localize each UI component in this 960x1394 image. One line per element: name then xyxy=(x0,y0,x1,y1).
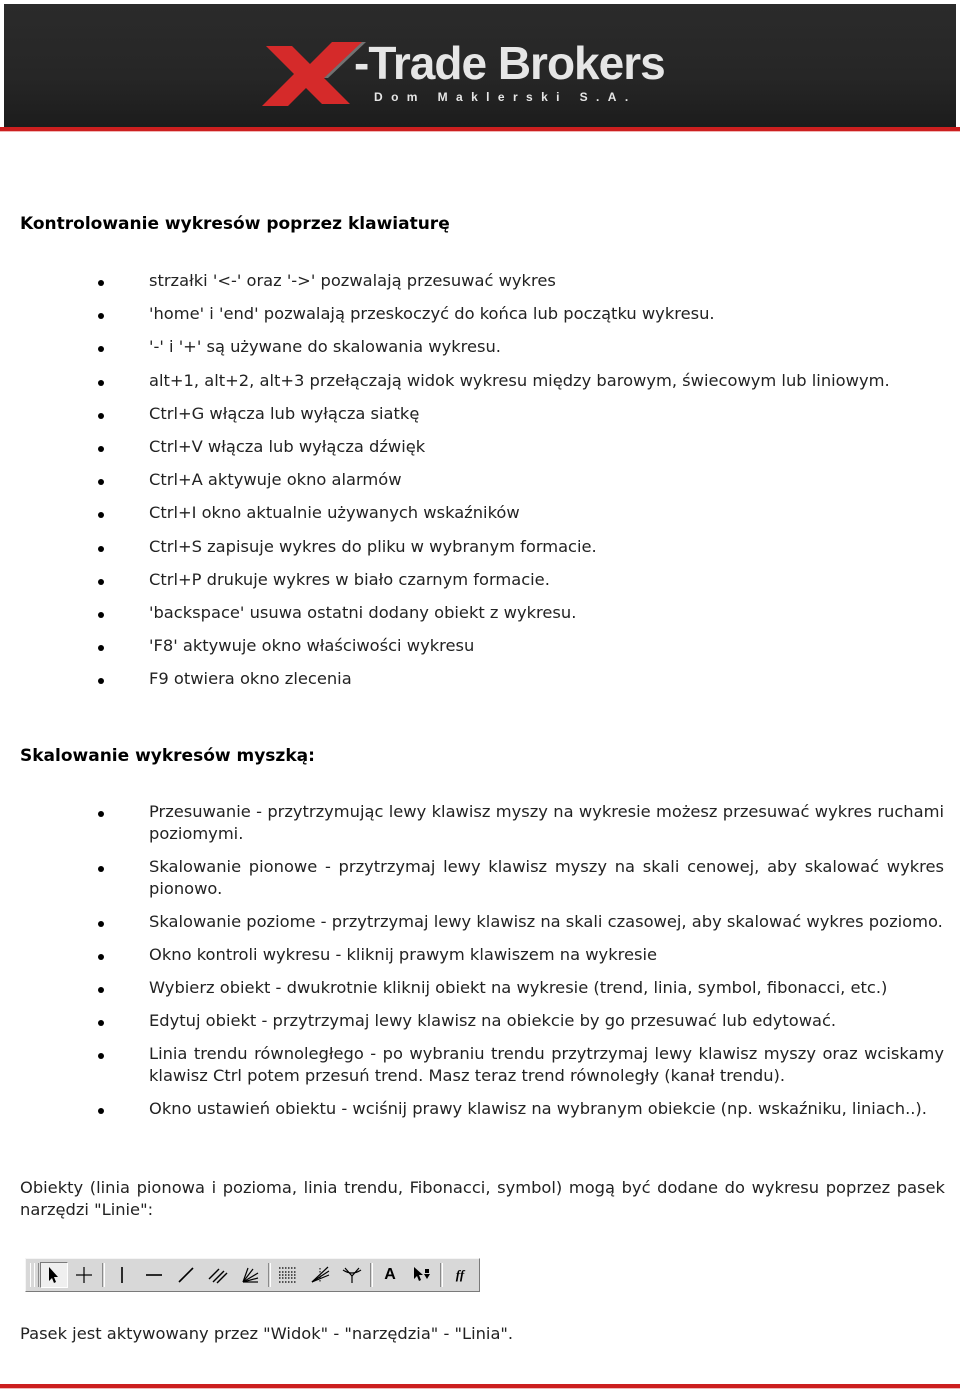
list-item: Przesuwanie - przytrzymując lewy klawisz myszy na wykresie możesz przesuwać wykres ruchami poziomymi. xyxy=(0,801,952,845)
company-logo xyxy=(262,34,682,114)
header-thin-rule xyxy=(0,131,960,132)
toolbar-separator xyxy=(440,1263,443,1287)
fibonacci-fan-icon xyxy=(310,1266,330,1284)
toolbar-separator xyxy=(370,1263,373,1287)
brand-subtitle: Dom Maklerski S.A. xyxy=(374,90,637,104)
fibonacci-arcs-tool-button[interactable] xyxy=(338,1262,366,1288)
list-item: Linia trendu równoległego - po wybraniu trendu przytrzymaj lewy klawisz myszy oraz wciskamy klawisz Ctrl potem przesuń trend. Masz teraz trend równoległy (kanał trendu). xyxy=(0,1043,952,1087)
cursor-tool-button[interactable] xyxy=(40,1262,68,1288)
trendline-tool-button[interactable] xyxy=(172,1262,200,1288)
fibonacci-timezones-icon: ff xyxy=(455,1267,465,1282)
list-item: strzałki '<-' oraz '->' pozwalają przesuwać wykres xyxy=(0,270,960,303)
gann-fan-icon xyxy=(240,1266,260,1284)
section-heading-keyboard: Kontrolowanie wykresów poprzez klawiaturę xyxy=(20,214,450,234)
list-item: 'home' i 'end' pozwalają przeskoczyć do końca lub początku wykresu. xyxy=(0,303,960,336)
footer-thin-rule xyxy=(0,1388,960,1389)
horizontal-line-icon xyxy=(145,1266,163,1284)
mouse-scaling-list xyxy=(0,801,952,1131)
fibonacci-arcs-icon xyxy=(341,1266,363,1284)
objects-paragraph: Obiekty (linia pionowa i pozioma, linia trendu, Fibonacci, symbol) mogą być dodane do wykresu poprzez pasek narzędzi "Linie": xyxy=(20,1178,945,1219)
list-item: 'F8' aktywuje okno właściwości wykresu xyxy=(0,635,960,668)
crosshair-icon xyxy=(75,1266,93,1284)
list-item: 'backspace' usuwa ostatni dodany obiekt z wykresu. xyxy=(0,602,960,635)
horizontal-line-tool-button[interactable] xyxy=(140,1262,168,1288)
text-tool-button[interactable] xyxy=(376,1262,404,1288)
fibonacci-retracement-tool-button[interactable] xyxy=(274,1262,302,1288)
vertical-line-tool-button[interactable] xyxy=(108,1262,136,1288)
vertical-line-icon xyxy=(113,1266,131,1284)
cursor-icon xyxy=(46,1266,62,1284)
toolbar-separator xyxy=(268,1263,271,1287)
list-item: Skalowanie pionowe - przytrzymaj lewy klawisz myszy na skali cenowej, aby skalować wykres pionowo. xyxy=(0,856,952,900)
list-item: Skalowanie poziome - przytrzymaj lewy klawisz na skali czasowej, aby skalować wykres poziomo. xyxy=(0,911,952,933)
arrow-symbol-tool-button[interactable] xyxy=(408,1262,436,1288)
list-item: Ctrl+V włącza lub wyłącza dźwięk xyxy=(0,436,960,469)
brand-name: -Trade Brokers xyxy=(354,37,665,89)
channel-tool-button[interactable] xyxy=(204,1262,232,1288)
keyboard-shortcuts-list xyxy=(0,270,960,701)
list-item: Okno ustawień obiektu - wciśnij prawy klawisz na wybranym obiekcie (np. wskaźniku, liniach..). xyxy=(0,1098,952,1120)
arrow-symbol-icon xyxy=(411,1265,433,1285)
list-item: alt+1, alt+2, alt+3 przełączają widok wykresu między barowym, świecowym lub liniowym. xyxy=(0,370,960,403)
channel-icon xyxy=(208,1266,228,1284)
fibonacci-fan-tool-button[interactable] xyxy=(306,1262,334,1288)
footer-paragraph: Pasek jest aktywowany przez "Widok" - "narzędzia" - "Linia". xyxy=(20,1324,514,1343)
toolbar-separator xyxy=(102,1263,105,1287)
lines-toolbar xyxy=(25,1258,480,1292)
gann-fan-tool-button[interactable] xyxy=(236,1262,264,1288)
list-item: Wybierz obiekt - dwukrotnie kliknij obiekt na wykresie (trend, linia, symbol, fibonacci, etc.) xyxy=(0,977,952,999)
crosshair-tool-button[interactable] xyxy=(70,1262,98,1288)
text-icon: A xyxy=(384,1266,396,1283)
trendline-icon xyxy=(177,1266,195,1284)
list-item: '-' i '+' są używane do skalowania wykresu. xyxy=(0,336,960,369)
section-heading-mouse: Skalowanie wykresów myszką: xyxy=(20,746,315,766)
fibonacci-timezones-tool-button[interactable] xyxy=(446,1262,474,1288)
list-item: Ctrl+G włącza lub wyłącza siatkę xyxy=(0,403,960,436)
fibonacci-retracement-icon xyxy=(278,1266,298,1284)
header-banner xyxy=(4,4,956,127)
list-item: Ctrl+A aktywuje okno alarmów xyxy=(0,469,960,502)
toolbar-grip[interactable] xyxy=(34,1263,39,1287)
list-item: Edytuj obiekt - przytrzymaj lewy klawisz na obiekcie by go przesuwać lub edytować. xyxy=(0,1010,952,1032)
list-item: Okno kontroli wykresu - kliknij prawym klawiszem na wykresie xyxy=(0,944,952,966)
list-item: Ctrl+I okno aktualnie używanych wskaźników xyxy=(0,502,960,535)
list-item: Ctrl+S zapisuje wykres do pliku w wybranym formacie. xyxy=(0,536,960,569)
list-item: Ctrl+P drukuje wykres w biało czarnym formacie. xyxy=(0,569,960,602)
list-item: F9 otwiera okno zlecenia xyxy=(0,668,960,701)
